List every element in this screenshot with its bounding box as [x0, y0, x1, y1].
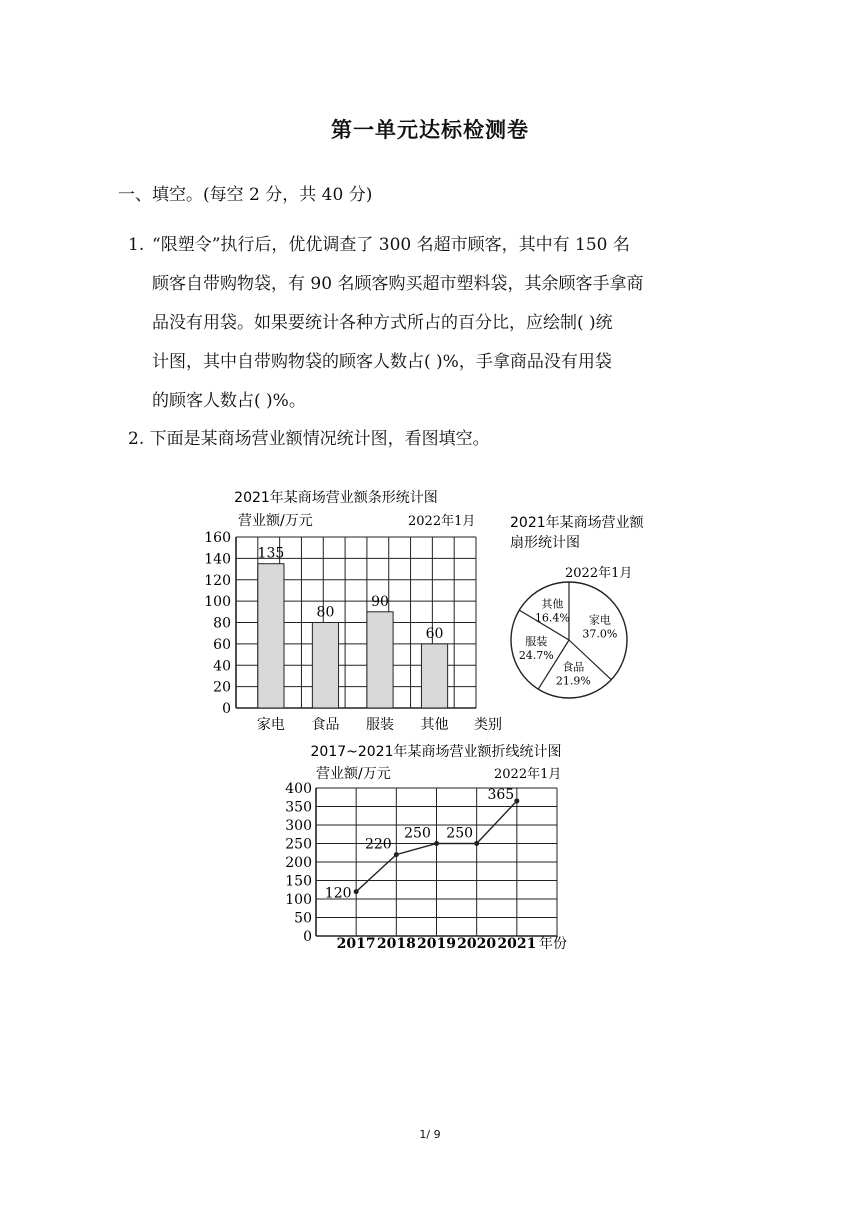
line-chart-ytick: 400 [285, 781, 312, 797]
line-x-label: 2020 [457, 936, 497, 952]
line-chart [285, 743, 567, 952]
line-point [394, 852, 399, 857]
line-chart-ytick: 100 [285, 892, 312, 908]
line-chart-date: 2022年1月 [494, 767, 562, 782]
line-value-label: 220 [364, 836, 392, 853]
line-chart-title: 2017~2021年某商场营业额折线统计图 [310, 744, 562, 760]
question-2: 2. 下面是某商场营业额情况统计图，看图填空。 [128, 429, 490, 449]
question-1-line: 品没有用袋。如果要统计各种方式所占的百分比，应绘制( )统 [152, 313, 613, 333]
pie-slice-percent: 16.4% [534, 611, 570, 625]
line-point [514, 798, 519, 803]
bar-chart-date: 2022年1月 [408, 514, 476, 529]
bar-chart-ytick: 60 [213, 636, 231, 653]
line-point [354, 889, 359, 894]
line-value-label: 365 [487, 786, 515, 803]
pie-slice-label: 服装 [525, 634, 548, 648]
bar-category-label: 其他 [420, 717, 449, 733]
bar-chart-ytick: 0 [222, 701, 231, 717]
bar-chart-ytick: 160 [204, 530, 231, 546]
line-chart-xlabel: 年份 [539, 936, 567, 952]
bar-chart-ytick: 120 [204, 572, 231, 589]
bar-chart-ytick: 100 [204, 594, 231, 611]
pie-slice-label: 家电 [588, 613, 611, 627]
line-chart-ytick: 0 [303, 929, 312, 945]
line-x-label: 2018 [376, 936, 416, 952]
line-x-label: 2021 [497, 936, 537, 952]
pie-chart-date: 2022年1月 [565, 566, 633, 581]
bar-chart-ytick: 140 [204, 551, 231, 568]
line-chart-ytick: 350 [285, 799, 312, 816]
bar [367, 612, 393, 708]
question-1-number: 1. [128, 235, 145, 255]
bar-chart-ytick: 40 [213, 658, 231, 675]
line-value-label: 120 [324, 885, 352, 902]
bar-category-label: 服装 [366, 717, 394, 733]
pie-slice-label: 其他 [541, 597, 564, 611]
bar [258, 564, 284, 708]
question-1-line: 计图，其中自带购物袋的顾客人数占( )%，手拿商品没有用袋 [152, 352, 612, 372]
pie-chart-title-line2: 扇形统计图 [510, 535, 580, 551]
question-1-line: “限塑令”执行后，优优调查了 300 名超市顾客，其中有 150 名 [152, 235, 630, 255]
line-value-label: 250 [404, 825, 431, 842]
bar-value-label: 90 [371, 593, 389, 610]
line-chart-grid [285, 781, 557, 945]
bar [421, 644, 447, 708]
line-chart-ytick: 300 [285, 818, 312, 834]
line-point [474, 841, 479, 846]
line-value-label: 250 [446, 825, 474, 842]
bar-chart-bars [257, 546, 449, 733]
line-chart-ytick: 50 [294, 910, 312, 927]
page-title: 第一单元达标检测卷 [331, 118, 529, 142]
bar-chart-ylabel: 营业额/万元 [238, 513, 313, 529]
line-chart-ylabel: 营业额/万元 [316, 766, 391, 782]
pie-chart-slices [511, 582, 627, 698]
section-heading: 一、填空。(每空 2 分，共 40 分) [118, 185, 373, 205]
page-number: 1/ 9 [419, 1128, 441, 1141]
bar-value-label: 135 [257, 545, 285, 562]
pie-chart-title-line1: 2021年某商场营业额 [510, 515, 644, 531]
line-chart-ytick: 200 [285, 855, 312, 871]
bar-chart [204, 489, 502, 733]
line-x-label: 2017 [336, 936, 376, 952]
bar-category-label: 家电 [256, 717, 285, 733]
question-1-line: 顾客自带购物袋，有 90 名顾客购买超市塑料袋，其余顾客手拿商 [152, 274, 644, 294]
pie-slice-percent: 37.0% [582, 627, 618, 641]
bar-chart-ytick: 80 [213, 615, 231, 632]
bar-value-label: 80 [316, 604, 335, 621]
pie-slice-percent: 21.9% [555, 674, 591, 688]
bar-chart-xlabel: 类别 [474, 717, 502, 733]
question-1-line: 的顾客人数占( )%。 [152, 391, 306, 411]
pie-chart [510, 514, 645, 698]
bar-category-label: 食品 [311, 717, 340, 733]
pie-slice-percent: 24.7% [518, 648, 554, 662]
line-chart-ytick: 150 [285, 873, 312, 890]
line-x-label: 2019 [417, 936, 456, 952]
bar [312, 623, 338, 709]
line-point [434, 841, 439, 846]
bar-chart-ytick: 20 [213, 679, 231, 696]
bar-chart-title: 2021年某商场营业额条形统计图 [234, 490, 438, 506]
line-chart-ytick: 250 [285, 836, 312, 853]
bar-value-label: 60 [425, 625, 444, 642]
pie-slice-label: 食品 [562, 660, 585, 674]
